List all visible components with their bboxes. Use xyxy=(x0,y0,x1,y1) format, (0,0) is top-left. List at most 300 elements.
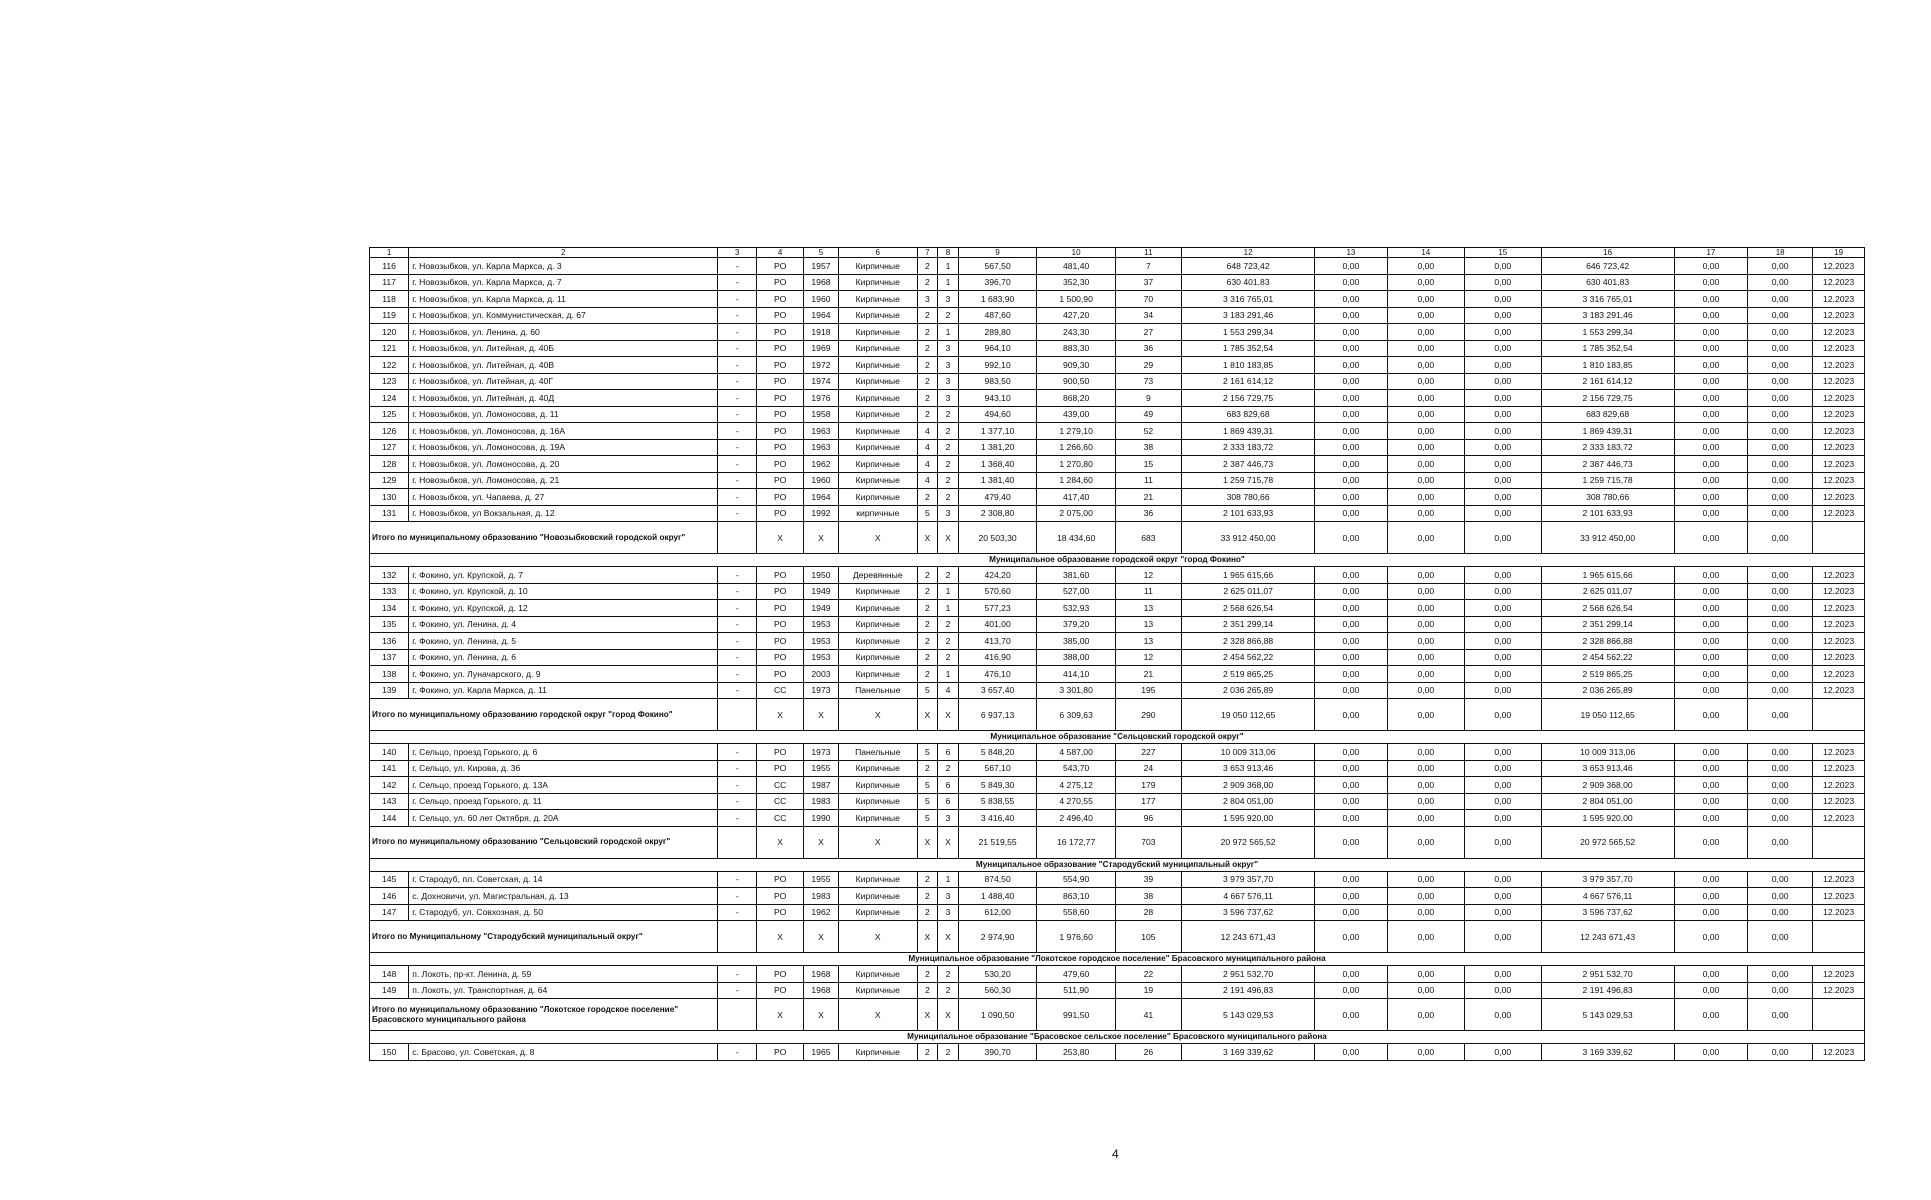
total-cell: 0,00 xyxy=(1465,921,1541,953)
table-cell: 124 xyxy=(370,390,409,407)
table-cell: 2 xyxy=(917,982,938,999)
table-row xyxy=(370,982,1865,999)
total-cell: 18 434,60 xyxy=(1037,522,1116,554)
table-cell: 0,00 xyxy=(1315,982,1387,999)
table-cell: 0,00 xyxy=(1465,340,1541,357)
total-cell: 20 972 565,52 xyxy=(1541,826,1674,858)
table-cell: Кирпичные xyxy=(839,810,918,827)
table-cell: 19 xyxy=(1115,982,1181,999)
total-cell: 0,00 xyxy=(1465,522,1541,554)
total-cell: Х xyxy=(917,699,938,731)
table-cell: 0,00 xyxy=(1465,406,1541,423)
table-cell: 0,00 xyxy=(1748,871,1813,888)
table-cell: 5 849,30 xyxy=(958,777,1037,794)
table-cell: 3 xyxy=(938,904,959,921)
total-cell: 19 050 112,65 xyxy=(1181,699,1314,731)
total-cell: 0,00 xyxy=(1748,699,1813,731)
table-cell: 0,00 xyxy=(1387,616,1464,633)
table-row xyxy=(370,682,1865,699)
table-row xyxy=(370,406,1865,423)
table-cell: Кирпичные xyxy=(839,489,918,506)
table-cell: 0,00 xyxy=(1465,583,1541,600)
table-cell: - xyxy=(718,1044,757,1061)
table-cell: 0,00 xyxy=(1315,633,1387,650)
total-cell: 0,00 xyxy=(1315,522,1387,554)
table-cell: РО xyxy=(757,649,803,666)
table-cell: 0,00 xyxy=(1387,682,1464,699)
table-cell: 24 xyxy=(1115,760,1181,777)
table-cell: 0,00 xyxy=(1748,1044,1813,1061)
table-cell: Кирпичные xyxy=(839,324,918,341)
table-cell: 0,00 xyxy=(1387,904,1464,921)
table-cell: 1 553 299,34 xyxy=(1541,324,1674,341)
table-cell: 0,00 xyxy=(1465,373,1541,390)
table-cell: 1 xyxy=(938,583,959,600)
table-cell: 2 519 865,25 xyxy=(1181,666,1314,683)
column-number-row xyxy=(370,248,1865,258)
table-cell: 96 xyxy=(1115,810,1181,827)
table-cell: 0,00 xyxy=(1315,760,1387,777)
table-cell: - xyxy=(718,649,757,666)
table-cell: 1 488,40 xyxy=(958,888,1037,905)
table-cell: 0,00 xyxy=(1315,666,1387,683)
table-cell: 0,00 xyxy=(1465,324,1541,341)
table-cell: 2 xyxy=(917,633,938,650)
address-cell: г. Новозыбков, ул. Ленина, д. 60 xyxy=(409,324,718,341)
table-cell: 12.2023 xyxy=(1813,583,1865,600)
table-cell: 12.2023 xyxy=(1813,439,1865,456)
address-cell: г. Фокино, ул. Крупской, д. 12 xyxy=(409,600,718,617)
section-heading: Муниципальное образование "Стародубский муниципальный округ" xyxy=(370,858,1865,871)
table-cell: 12.2023 xyxy=(1813,472,1865,489)
table-row xyxy=(370,439,1865,456)
table-cell: 3 183 291,46 xyxy=(1181,307,1314,324)
table-cell: 4 xyxy=(917,423,938,440)
table-cell: 1 869 439,31 xyxy=(1541,423,1674,440)
address-cell: г. Сельцо, ул. 60 лет Октября, д. 20А xyxy=(409,810,718,827)
table-cell: 28 xyxy=(1115,904,1181,921)
table-cell: 21 xyxy=(1115,489,1181,506)
table-cell: 2 xyxy=(917,904,938,921)
table-cell: 2 161 614,12 xyxy=(1541,373,1674,390)
table-cell: РО xyxy=(757,616,803,633)
table-cell: 2 xyxy=(917,649,938,666)
table-cell: 135 xyxy=(370,616,409,633)
table-cell: 0,00 xyxy=(1315,888,1387,905)
table-cell: 0,00 xyxy=(1748,423,1813,440)
table-cell: - xyxy=(718,489,757,506)
table-cell: 137 xyxy=(370,649,409,666)
total-cell: Х xyxy=(938,826,959,858)
table-cell: РО xyxy=(757,567,803,584)
table-cell: 3 xyxy=(938,390,959,407)
table-cell: РО xyxy=(757,307,803,324)
total-cell: 0,00 xyxy=(1387,699,1464,731)
table-cell: - xyxy=(718,904,757,921)
table-cell: РО xyxy=(757,456,803,473)
total-cell: 0,00 xyxy=(1387,921,1464,953)
table-cell: 0,00 xyxy=(1674,324,1747,341)
table-cell: 900,50 xyxy=(1037,373,1116,390)
table-cell: РО xyxy=(757,744,803,761)
table-cell: 868,20 xyxy=(1037,390,1116,407)
table-cell: РО xyxy=(757,666,803,683)
table-cell: 396,70 xyxy=(958,274,1037,291)
table-cell: 9 xyxy=(1115,390,1181,407)
address-cell: г. Новозыбков, ул. Коммунистическая, д. 67 xyxy=(409,307,718,324)
column-number: 17 xyxy=(1674,248,1747,258)
column-number: 7 xyxy=(917,248,938,258)
total-row xyxy=(370,699,1865,731)
table-cell: 4 667 576,11 xyxy=(1181,888,1314,905)
total-cell: Х xyxy=(839,826,918,858)
total-row xyxy=(370,921,1865,953)
table-cell: 126 xyxy=(370,423,409,440)
address-cell: с. Брасово, ул. Советская, д. 8 xyxy=(409,1044,718,1061)
table-cell: 0,00 xyxy=(1748,505,1813,522)
table-cell: 12.2023 xyxy=(1813,810,1865,827)
table-cell: 0,00 xyxy=(1315,1044,1387,1061)
section-heading-row xyxy=(370,731,1865,744)
table-cell: Кирпичные xyxy=(839,373,918,390)
table-cell: 0,00 xyxy=(1674,666,1747,683)
table-cell: 390,70 xyxy=(958,1044,1037,1061)
table-cell: 0,00 xyxy=(1748,633,1813,650)
table-cell: 0,00 xyxy=(1748,406,1813,423)
total-cell xyxy=(718,522,757,554)
table-cell: Кирпичные xyxy=(839,472,918,489)
table-cell: 648 723,42 xyxy=(1181,258,1314,275)
table-cell: 414,10 xyxy=(1037,666,1116,683)
table-cell: 0,00 xyxy=(1315,439,1387,456)
table-cell: - xyxy=(718,357,757,374)
table-cell: - xyxy=(718,324,757,341)
table-cell: РО xyxy=(757,871,803,888)
table-cell: - xyxy=(718,307,757,324)
table-cell: 0,00 xyxy=(1465,904,1541,921)
table-cell: 0,00 xyxy=(1465,1044,1541,1061)
table-cell: - xyxy=(718,633,757,650)
section-heading: Муниципальное образование "Сельцовский городской округ" xyxy=(370,731,1865,744)
table-cell: 0,00 xyxy=(1748,373,1813,390)
table-cell: 2 804 051,00 xyxy=(1541,793,1674,810)
table-cell: 2 625 011,07 xyxy=(1541,583,1674,600)
table-cell: 2 804 051,00 xyxy=(1181,793,1314,810)
total-cell: 12 243 671,43 xyxy=(1181,921,1314,953)
table-cell: 12.2023 xyxy=(1813,1044,1865,1061)
table-cell: 1 284,60 xyxy=(1037,472,1116,489)
table-cell: 125 xyxy=(370,406,409,423)
total-cell xyxy=(718,826,757,858)
table-cell: 195 xyxy=(1115,682,1181,699)
address-cell: г. Новозыбков, ул. Ломоносова, д. 21 xyxy=(409,472,718,489)
table-cell: 147 xyxy=(370,904,409,921)
table-cell: 2 625 011,07 xyxy=(1181,583,1314,600)
table-cell: 1968 xyxy=(803,982,838,999)
table-cell: 2 xyxy=(917,373,938,390)
table-cell: 0,00 xyxy=(1748,810,1813,827)
table-cell: 1 259 715,78 xyxy=(1181,472,1314,489)
table-cell: 12.2023 xyxy=(1813,793,1865,810)
total-cell: 33 912 450,00 xyxy=(1541,522,1674,554)
table-cell: 0,00 xyxy=(1387,439,1464,456)
address-cell: с. Дохновичи, ул. Магистральная, д. 13 xyxy=(409,888,718,905)
table-cell: 1 381,40 xyxy=(958,472,1037,489)
table-cell: 1957 xyxy=(803,258,838,275)
total-label: Итого по муниципальному образованию "Локотское городское поселение" Брасовского муниципального района xyxy=(370,999,718,1031)
total-cell: Х xyxy=(803,999,838,1031)
total-cell: 991,50 xyxy=(1037,999,1116,1031)
table-cell: 1 279,10 xyxy=(1037,423,1116,440)
table-cell: 0,00 xyxy=(1465,307,1541,324)
table-cell: 12.2023 xyxy=(1813,406,1865,423)
address-cell: г. Новозыбков, ул. Ломоносова, д. 11 xyxy=(409,406,718,423)
table-cell: 0,00 xyxy=(1387,291,1464,308)
table-cell: 0,00 xyxy=(1465,258,1541,275)
table-cell: 0,00 xyxy=(1748,760,1813,777)
table-cell: 0,00 xyxy=(1387,472,1464,489)
table-cell: 3 657,40 xyxy=(958,682,1037,699)
total-cell: Х xyxy=(839,699,918,731)
table-cell: 0,00 xyxy=(1465,616,1541,633)
table-cell: 0,00 xyxy=(1674,423,1747,440)
table-row xyxy=(370,567,1865,584)
table-cell: 0,00 xyxy=(1315,307,1387,324)
table-cell: 12.2023 xyxy=(1813,600,1865,617)
column-number: 11 xyxy=(1115,248,1181,258)
table-cell: РО xyxy=(757,904,803,921)
table-cell: 2 951 532,70 xyxy=(1181,966,1314,983)
total-cell: 19 050 112,65 xyxy=(1541,699,1674,731)
table-cell: 0,00 xyxy=(1674,307,1747,324)
table-cell: 0,00 xyxy=(1315,390,1387,407)
table-cell: 116 xyxy=(370,258,409,275)
table-cell: 2 xyxy=(938,1044,959,1061)
table-cell: 3 316 765,01 xyxy=(1541,291,1674,308)
table-cell: 2 xyxy=(917,357,938,374)
column-number: 8 xyxy=(938,248,959,258)
table-cell: Кирпичные xyxy=(839,274,918,291)
table-cell: 3 169 339,62 xyxy=(1181,1044,1314,1061)
table-cell: - xyxy=(718,888,757,905)
table-cell: 148 xyxy=(370,966,409,983)
total-label: Итого по муниципальному образованию "Новозыбковский городской округ" xyxy=(370,522,718,554)
table-body xyxy=(370,258,1865,1061)
table-cell: 1 810 183,85 xyxy=(1181,357,1314,374)
table-cell: 2 xyxy=(938,489,959,506)
total-cell: Х xyxy=(757,699,803,731)
table-cell: 4 xyxy=(917,456,938,473)
total-cell: 0,00 xyxy=(1748,999,1813,1031)
address-cell: г. Фокино, ул. Карла Маркса, д. 11 xyxy=(409,682,718,699)
table-cell: 0,00 xyxy=(1674,390,1747,407)
table-cell: 0,00 xyxy=(1387,810,1464,827)
table-cell: Кирпичные xyxy=(839,340,918,357)
table-cell: РО xyxy=(757,291,803,308)
table-cell: 560,30 xyxy=(958,982,1037,999)
table-cell: 1 377,10 xyxy=(958,423,1037,440)
table-cell: 1 965 615,66 xyxy=(1541,567,1674,584)
table-cell: 511,90 xyxy=(1037,982,1116,999)
total-label: Итого по муниципальному образованию "Сельцовский городской округ" xyxy=(370,826,718,858)
total-cell: 1 976,60 xyxy=(1037,921,1116,953)
table-cell: 1960 xyxy=(803,291,838,308)
address-cell: г. Новозыбков, ул Вокзальная, д. 12 xyxy=(409,505,718,522)
address-cell: г. Сельцо, проезд Горького, д. 13А xyxy=(409,777,718,794)
table-cell: 1976 xyxy=(803,390,838,407)
table-cell: 38 xyxy=(1115,888,1181,905)
address-cell: г. Новозыбков, ул. Карла Маркса, д. 7 xyxy=(409,274,718,291)
column-number: 4 xyxy=(757,248,803,258)
table-cell: Кирпичные xyxy=(839,888,918,905)
table-cell: Кирпичные xyxy=(839,357,918,374)
table-cell: Кирпичные xyxy=(839,649,918,666)
total-cell: 20 503,30 xyxy=(958,522,1037,554)
table-cell: 0,00 xyxy=(1315,373,1387,390)
total-cell: 1 090,50 xyxy=(958,999,1037,1031)
table-row xyxy=(370,505,1865,522)
table-cell: Деревянные xyxy=(839,567,918,584)
address-cell: г. Новозыбков, ул. Литейная, д. 40Г xyxy=(409,373,718,390)
table-cell: Кирпичные xyxy=(839,456,918,473)
table-row xyxy=(370,258,1865,275)
table-cell: 0,00 xyxy=(1315,258,1387,275)
section-heading: Муниципальное образование "Брасовское сельское поселение" Брасовского муниципального района xyxy=(370,1031,1865,1044)
table-cell: 6 xyxy=(938,777,959,794)
table-cell: 2 351 299,14 xyxy=(1541,616,1674,633)
table-cell: 909,30 xyxy=(1037,357,1116,374)
table-cell: 140 xyxy=(370,744,409,761)
table-cell: 29 xyxy=(1115,357,1181,374)
table-cell: 12.2023 xyxy=(1813,904,1865,921)
table-cell: 0,00 xyxy=(1387,489,1464,506)
total-cell: Х xyxy=(757,921,803,953)
total-cell: 0,00 xyxy=(1674,921,1747,953)
total-cell xyxy=(1813,522,1865,554)
table-cell: 487,60 xyxy=(958,307,1037,324)
table-cell: 0,00 xyxy=(1674,472,1747,489)
total-label: Итого по Муниципальному "Стародубский муниципальный округ" xyxy=(370,921,718,953)
table-cell: РО xyxy=(757,340,803,357)
table-cell: 0,00 xyxy=(1315,649,1387,666)
total-cell: 41 xyxy=(1115,999,1181,1031)
table-cell: 646 723,42 xyxy=(1541,258,1674,275)
address-cell: г. Новозыбков, ул. Ломоносова, д. 16А xyxy=(409,423,718,440)
table-cell: 12.2023 xyxy=(1813,307,1865,324)
table-cell: 2 xyxy=(917,340,938,357)
table-cell: 0,00 xyxy=(1674,793,1747,810)
address-cell: г. Новозыбков, ул. Карла Маркса, д. 11 xyxy=(409,291,718,308)
table-cell: 416,90 xyxy=(958,649,1037,666)
table-cell: 12.2023 xyxy=(1813,633,1865,650)
table-cell: - xyxy=(718,439,757,456)
table-row xyxy=(370,1044,1865,1061)
table-cell: 308 780,66 xyxy=(1541,489,1674,506)
table-cell: Кирпичные xyxy=(839,793,918,810)
table-cell: 2 xyxy=(938,649,959,666)
table-cell: - xyxy=(718,760,757,777)
address-cell: г. Новозыбков, ул. Ломоносова, д. 20 xyxy=(409,456,718,473)
column-number: 12 xyxy=(1181,248,1314,258)
table-cell: 0,00 xyxy=(1315,600,1387,617)
table-cell: 1960 xyxy=(803,472,838,489)
table-cell: 26 xyxy=(1115,1044,1181,1061)
total-cell: Х xyxy=(938,921,959,953)
table-row xyxy=(370,472,1865,489)
table-cell: 1 368,40 xyxy=(958,456,1037,473)
total-cell: 0,00 xyxy=(1748,522,1813,554)
total-cell: 0,00 xyxy=(1315,826,1387,858)
table-cell: 4 587,00 xyxy=(1037,744,1116,761)
table-cell: - xyxy=(718,966,757,983)
table-cell: 119 xyxy=(370,307,409,324)
total-cell: 703 xyxy=(1115,826,1181,858)
table-cell: 12.2023 xyxy=(1813,888,1865,905)
table-cell: 567,50 xyxy=(958,258,1037,275)
table-cell: 2 xyxy=(938,423,959,440)
table-cell: 612,00 xyxy=(958,904,1037,921)
table-cell: 1955 xyxy=(803,871,838,888)
table-cell: 0,00 xyxy=(1465,777,1541,794)
address-cell: г. Сельцо, проезд Горького, д. 11 xyxy=(409,793,718,810)
column-number: 2 xyxy=(409,248,718,258)
table-cell: 0,00 xyxy=(1387,871,1464,888)
table-cell: Кирпичные xyxy=(839,633,918,650)
table-cell: 2 308,80 xyxy=(958,505,1037,522)
table-cell: 0,00 xyxy=(1387,567,1464,584)
table-cell: 134 xyxy=(370,600,409,617)
table-cell: 385,00 xyxy=(1037,633,1116,650)
total-cell: Х xyxy=(917,522,938,554)
table-cell: 2 xyxy=(938,633,959,650)
table-cell: 424,20 xyxy=(958,567,1037,584)
table-cell: 1958 xyxy=(803,406,838,423)
total-cell xyxy=(1813,999,1865,1031)
address-cell: г. Фокино, ул. Ленина, д. 4 xyxy=(409,616,718,633)
address-cell: г. Фокино, ул. Ленина, д. 5 xyxy=(409,633,718,650)
table-cell: 0,00 xyxy=(1387,583,1464,600)
table-cell: 1969 xyxy=(803,340,838,357)
table-cell: - xyxy=(718,340,757,357)
table-cell: 12.2023 xyxy=(1813,982,1865,999)
table-cell: 129 xyxy=(370,472,409,489)
table-cell: 1987 xyxy=(803,777,838,794)
table-cell: 554,90 xyxy=(1037,871,1116,888)
table-cell: 12.2023 xyxy=(1813,966,1865,983)
address-cell: г. Сельцо, ул. Кирова, д. 36 xyxy=(409,760,718,777)
table-cell: 0,00 xyxy=(1465,982,1541,999)
table-cell: 0,00 xyxy=(1674,406,1747,423)
table-cell: 0,00 xyxy=(1387,649,1464,666)
column-number: 14 xyxy=(1387,248,1464,258)
table-cell: 0,00 xyxy=(1465,760,1541,777)
table-cell: Кирпичные xyxy=(839,1044,918,1061)
table-cell: 145 xyxy=(370,871,409,888)
table-cell: 567,10 xyxy=(958,760,1037,777)
total-cell: Х xyxy=(917,999,938,1031)
table-cell: 1 259 715,78 xyxy=(1541,472,1674,489)
table-cell: - xyxy=(718,258,757,275)
table-cell: 1953 xyxy=(803,649,838,666)
table-cell: 34 xyxy=(1115,307,1181,324)
table-cell: 2 333 183,72 xyxy=(1181,439,1314,456)
table-cell: Панельные xyxy=(839,744,918,761)
table-cell: 0,00 xyxy=(1315,904,1387,921)
table-cell: 3 653 913,46 xyxy=(1541,760,1674,777)
table-cell: 379,20 xyxy=(1037,616,1116,633)
table-row xyxy=(370,583,1865,600)
table-cell: 1972 xyxy=(803,357,838,374)
